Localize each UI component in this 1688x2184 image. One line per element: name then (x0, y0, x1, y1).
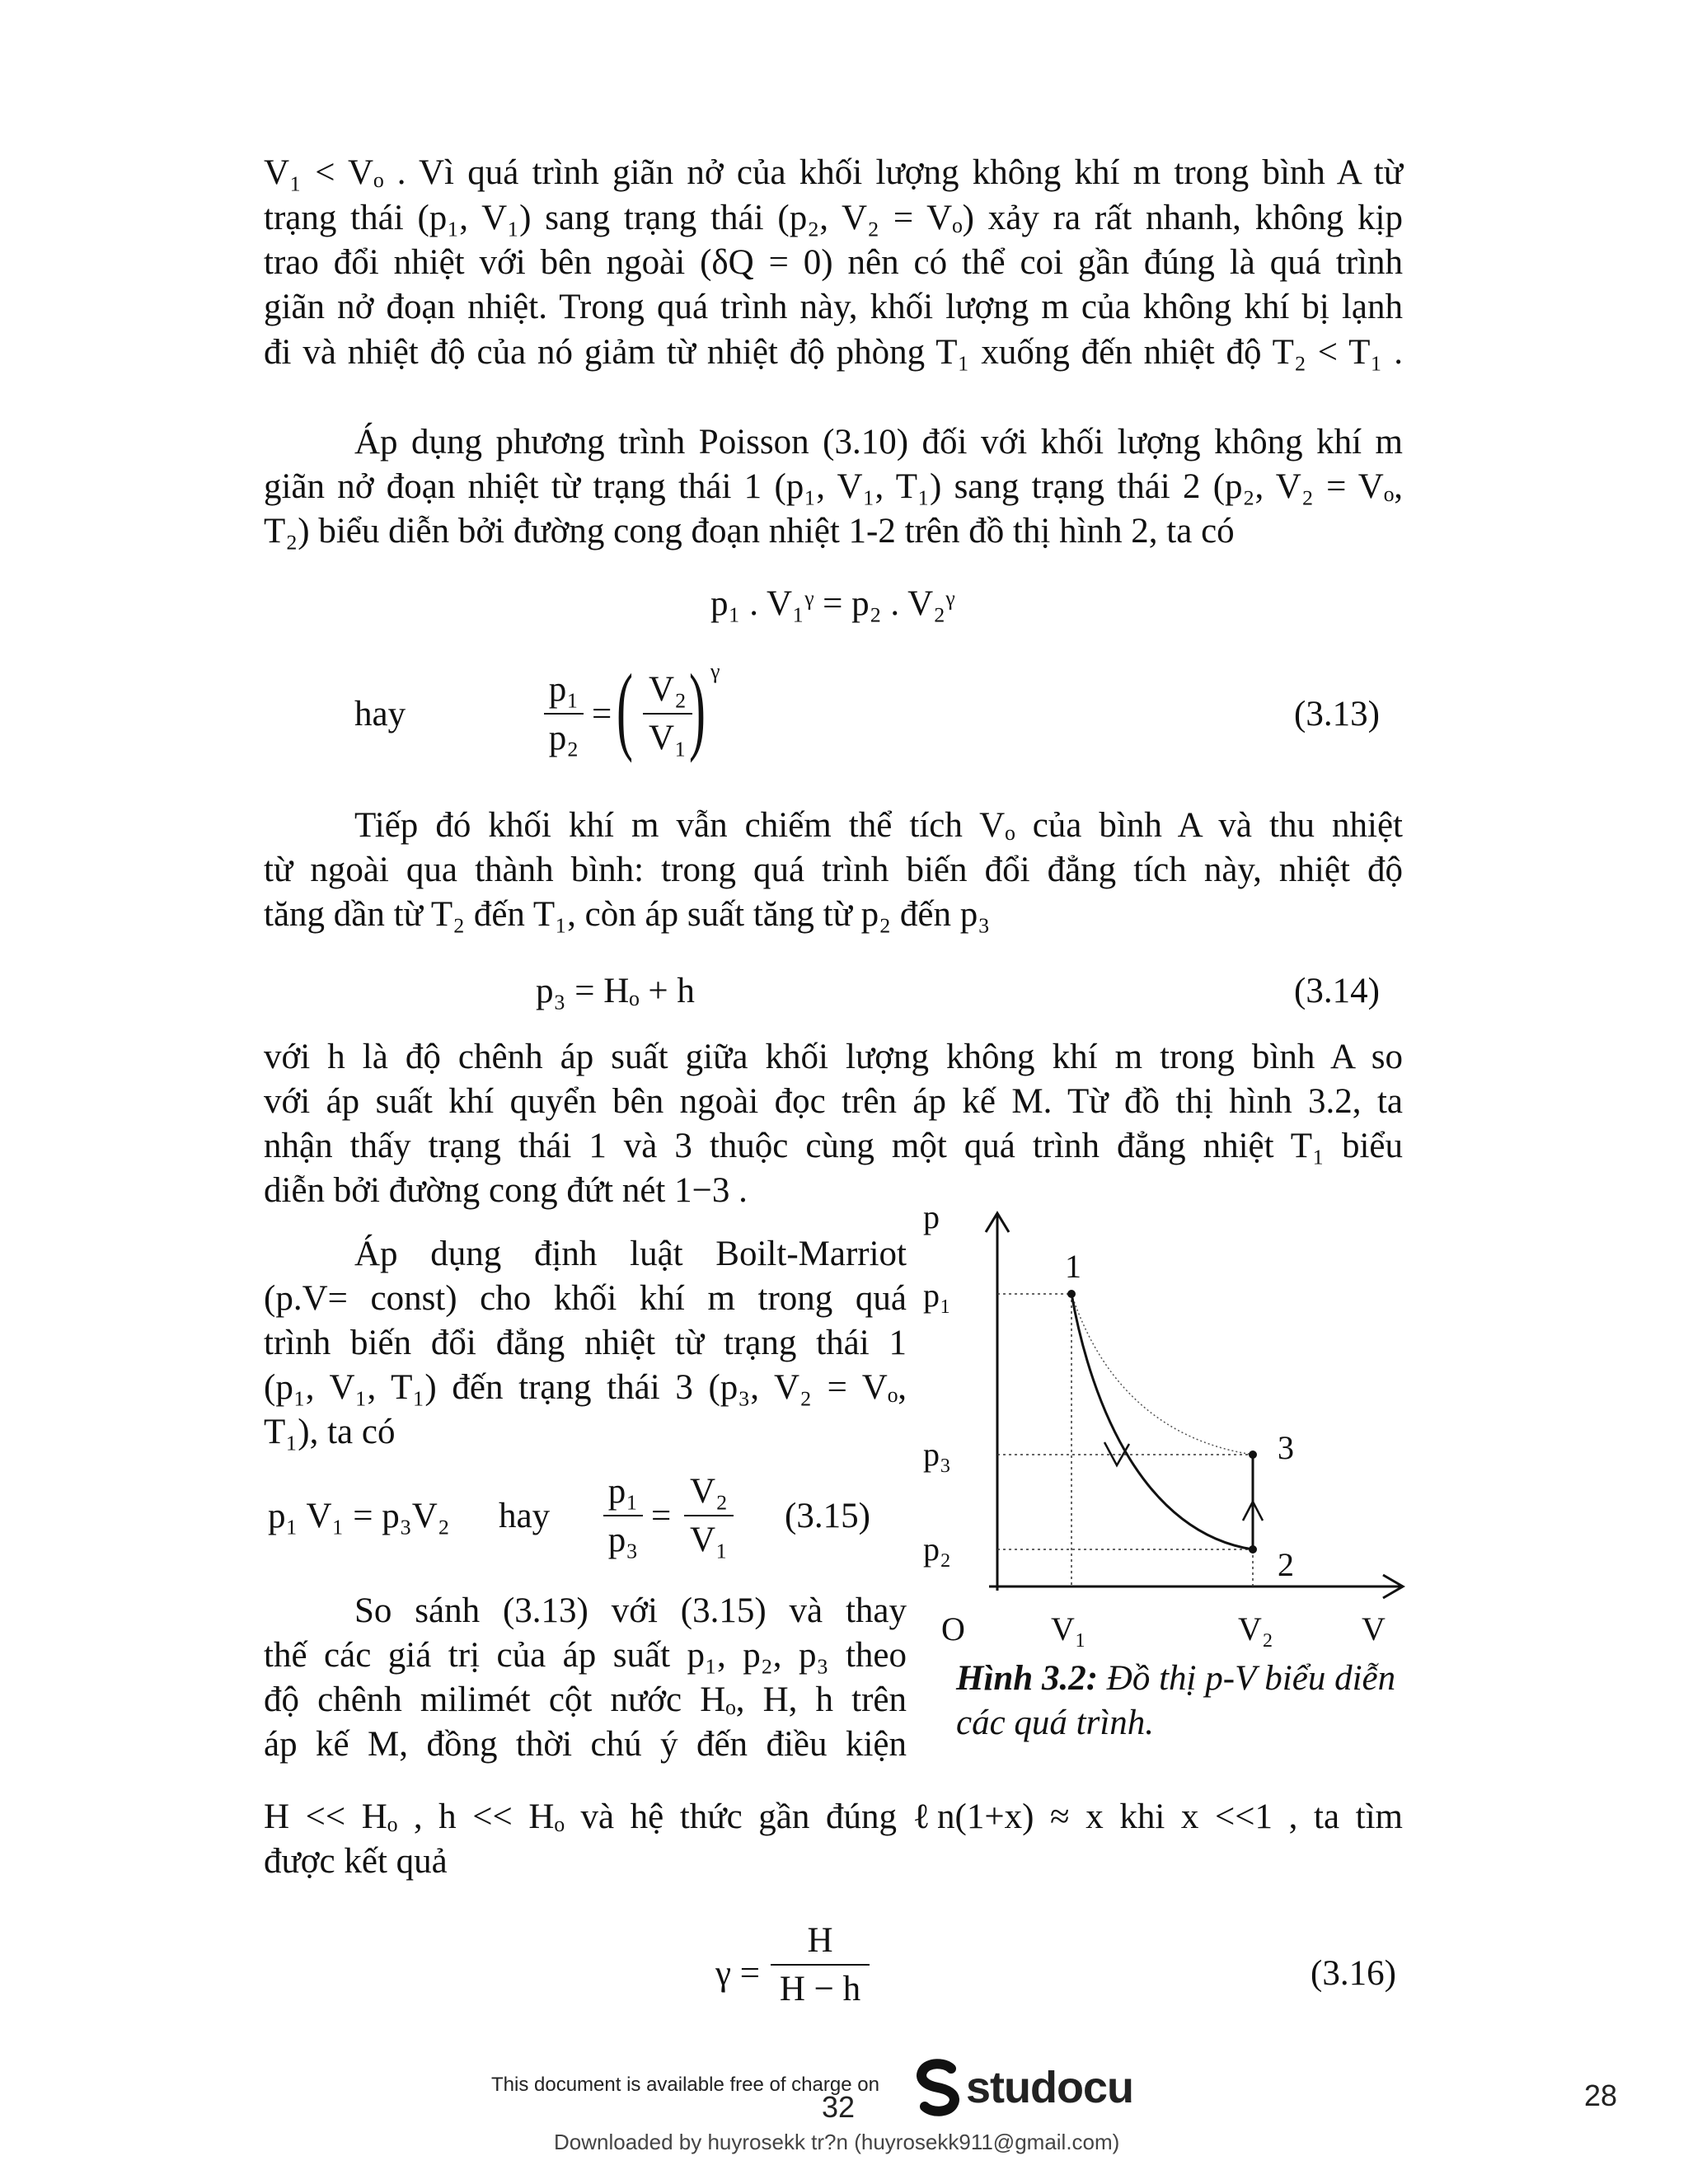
p-axis-label: p (923, 1198, 940, 1235)
point-2-label: 2 (1278, 1546, 1294, 1583)
pv-diagram (923, 1198, 1426, 1665)
point-1 (1067, 1290, 1076, 1298)
text-line: tăng dần từ T₂ đến T₁, còn áp suất tăng từ p₂ đến p₃ (264, 895, 991, 934)
studocu-logo-icon (915, 2060, 961, 2115)
point-3 (1249, 1451, 1257, 1459)
point-3-label: 3 (1278, 1429, 1294, 1466)
p2-label: p₂ (923, 1530, 951, 1568)
hay-label: hay (499, 1497, 551, 1535)
page-number-center: 32 (822, 2090, 856, 2124)
left-paren: ( (616, 654, 633, 763)
fraction-h (771, 1920, 870, 2009)
equals-sign: = (592, 695, 612, 733)
denominator: V₁ (689, 1521, 729, 1559)
exponent-gamma: γ (710, 659, 720, 683)
text-line: V₁ < Vₒ . Vì quá trình giãn nở của khối lượng không khí m trong bình A từ (264, 153, 1403, 192)
text-line: thế các giá trị của áp suất p₁, p₂, p₃ theo (264, 1636, 907, 1675)
text-line: H << Hₒ , h << Hₒ và hệ thức gần đúng ℓn(1+x) ≈ x khi x <<1 , ta tìm (264, 1797, 1403, 1836)
equation-3-14: p₃ = Hₒ + h (536, 972, 695, 1010)
p3-label: p₃ (923, 1436, 951, 1473)
text-line: Tiếp đó khối khí m vẫn chiếm thể tích Vₒ của bình A và thu nhiệt (354, 806, 1403, 845)
point-2 (1249, 1545, 1257, 1554)
p1-label: p₁ (923, 1277, 951, 1314)
footer-available-text: This document is available free of charge on (491, 2074, 879, 2096)
text-line: đi và nhiệt độ của nó giảm từ nhiệt độ phòng T₁ xuống đến nhiệt độ T₂ < T₁ . (264, 333, 1403, 372)
studocu-brand: studocu (966, 2063, 1133, 2112)
numerator: p₁ (607, 1472, 639, 1511)
text-line: trao đổi nhiệt với bên ngoài (δQ = 0) nên có thể coi gần đúng là quá trình (264, 243, 1403, 282)
equation-poisson: p₁ . V₁ᵞ = p₂ . V₂ᵞ (710, 584, 955, 623)
equation-number: (3.13) (1294, 695, 1380, 733)
text-line: trạng thái (p₁, V₁) sang trạng thái (p₂, V₂ = Vₒ) xảy ra rất nhanh, không kịp (264, 199, 1403, 237)
text-line: nhận thấy trạng thái 1 và 3 thuộc cùng một quá trình đẳng nhiệt T₁ biểu (264, 1127, 1403, 1165)
studocu-logo[interactable] (915, 2060, 1133, 2115)
numerator: V₂ (648, 670, 687, 709)
text-line: với áp suất khí quyển bên ngoài đọc trên áp kế M. Từ đồ thị hình 3.2, ta (264, 1082, 1403, 1121)
caption-text: Đồ thị p-V biểu diễn các quá trình. (956, 1659, 1396, 1742)
text-line: áp kế M, đồng thời chú ý đến điều kiện (264, 1725, 907, 1764)
text-line: T₁), ta có (264, 1413, 396, 1451)
isotherm-curve (1071, 1294, 1253, 1455)
fraction-p1-p3 (603, 1471, 643, 1560)
text-line: So sánh (3.13) với (3.15) và thay (354, 1591, 907, 1630)
text-line: được kết quả (264, 1842, 448, 1881)
equation-lhs: γ = (715, 1954, 761, 1993)
text-line: với h là độ chênh áp suất giữa khối lượng không khí m trong bình A so (264, 1038, 1403, 1076)
equation-3-15-left: p₁ V₁ = p₃V₂ (268, 1497, 450, 1535)
text-line: T₂) biểu diễn bởi đường cong đoạn nhiệt 1-2 trên đồ thị hình 2, ta có (264, 512, 1235, 551)
point-1-label: 1 (1065, 1248, 1081, 1285)
equation-number: (3.15) (785, 1497, 870, 1535)
numerator: V₂ (689, 1472, 729, 1511)
text-line: Áp dụng định luật Boilt-Marriot (354, 1235, 907, 1273)
equation-number: (3.14) (1294, 972, 1380, 1010)
origin-label: O (941, 1610, 965, 1647)
text-line: giãn nở đoạn nhiệt từ trạng thái 1 (p₁, V₁, T₁) sang trạng thái 2 (p₂, V₂ = Vₒ, (264, 467, 1403, 506)
text-line: (p₁, V₁, T₁) đến trạng thái 3 (p₃, V₂ = Vₒ, (264, 1368, 907, 1407)
text-line: Áp dụng phương trình Poisson (3.10) đối với khối lượng không khí m (354, 423, 1403, 462)
v-axis-label: V (1362, 1610, 1386, 1647)
fraction-v2-v1 (684, 1471, 734, 1560)
caption-bold: Hình 3.2: (956, 1659, 1099, 1698)
text-line: từ ngoài qua thành bình: trong quá trình biến đổi đẳng tích này, nhiệt độ (264, 851, 1403, 889)
figure-caption (956, 1657, 1418, 1746)
adiabatic-curve (1071, 1294, 1253, 1549)
fraction-p1-p2 (544, 669, 584, 758)
text-line: trình biến đổi đẳng nhiệt từ trạng thái 1 (264, 1324, 907, 1362)
v2-label: V₂ (1238, 1610, 1273, 1647)
fraction-v2-v1 (643, 669, 692, 758)
right-paren: ) (688, 654, 706, 763)
equals-sign: = (651, 1497, 672, 1535)
footer-downloaded-text: Downloaded by huyrosekk tr?n (huyrosekk911@gmail.com) (554, 2130, 1120, 2154)
denominator: p₃ (607, 1521, 639, 1559)
text-line: giãn nở đoạn nhiệt. Trong quá trình này, khối lượng m của không khí bị lạnh (264, 288, 1403, 326)
page-number-right: 28 (1584, 2079, 1618, 2112)
numerator: H (807, 1921, 833, 1960)
v1-label: V₁ (1051, 1610, 1086, 1647)
denominator: V₁ (648, 719, 687, 757)
text-line: (p.V= const) cho khối khí m trong quá (264, 1279, 907, 1318)
text-line: diễn bởi đường cong đứt nét 1−3 . (264, 1171, 748, 1210)
numerator: p₁ (548, 670, 579, 709)
denominator: p₂ (548, 719, 579, 757)
text-line: độ chênh milimét cột nước Hₒ, H, h trên (264, 1680, 907, 1719)
equation-number: (3.16) (1311, 1954, 1396, 1993)
hay-label: hay (354, 695, 406, 733)
denominator: H − h (779, 1970, 861, 2008)
